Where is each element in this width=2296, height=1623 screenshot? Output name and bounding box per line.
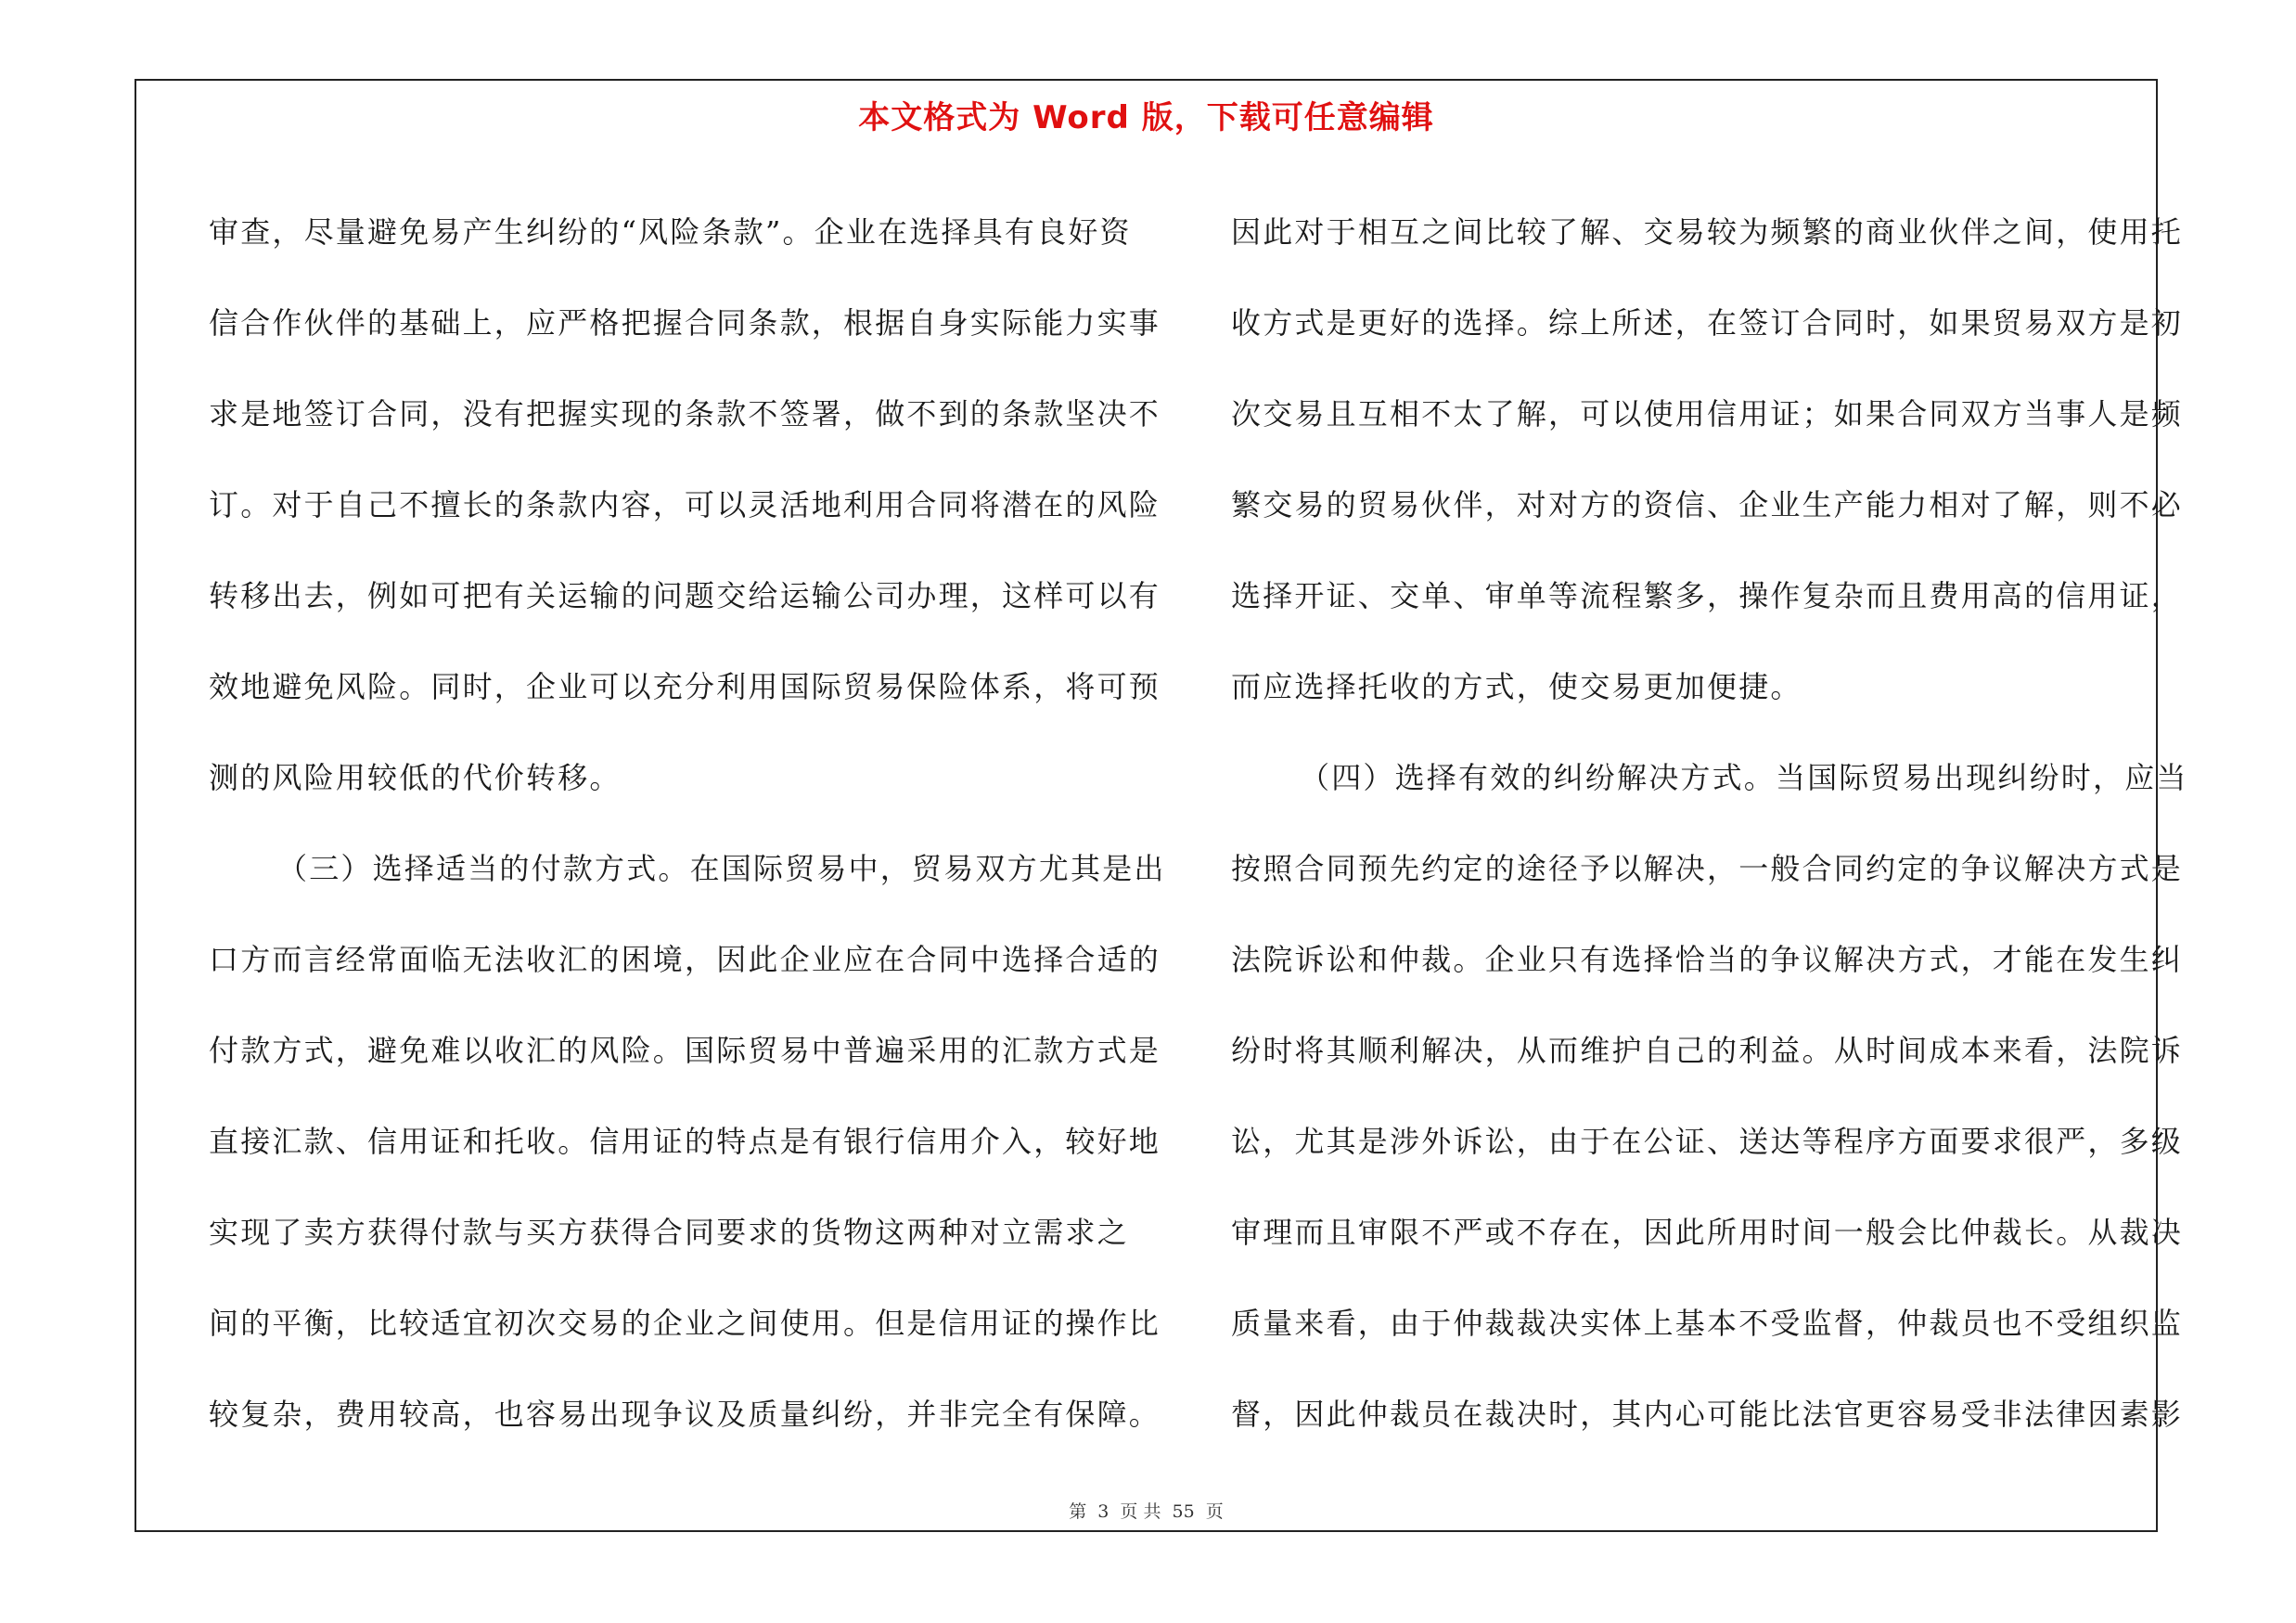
word-format-banner: 本文格式为 Word 版，下载可任意编辑 <box>858 99 1434 136</box>
paragraph-line: 法院诉讼和仲裁。企业只有选择恰当的争议解决方式，才能在发生纠 <box>1231 942 2184 977</box>
total-pages: 55 <box>1172 1501 1195 1522</box>
paragraph-line: 信合作伙伴的基础上，应严格把握合同条款，根据自身实际能力实事 <box>209 305 1161 341</box>
document-page <box>135 79 2188 1532</box>
paragraph-line: 纷时将其顺利解决，从而维护自己的利益。从时间成本来看，法院诉 <box>1231 1033 2184 1068</box>
paragraph-line: 繁交易的贸易伙伴，对对方的资信、企业生产能力相对了解，则不必 <box>1231 487 2184 522</box>
paragraph-line: 口方而言经常面临无法收汇的困境，因此企业应在合同中选择合适的 <box>209 942 1161 977</box>
page-label-suffix: 页 <box>1205 1501 1224 1522</box>
right-text-column <box>1231 187 2188 1460</box>
paragraph-line: 测的风险用较低的代价转移。 <box>209 760 622 795</box>
paragraph-line: 直接汇款、信用证和托收。信用证的特点是有银行信用介入，较好地 <box>209 1124 1161 1159</box>
paragraph-line: 订。对于自己不擅长的条款内容，可以灵活地利用合同将潜在的风险 <box>209 487 1161 522</box>
paragraph-line: 间的平衡，比较适宜初次交易的企业之间使用。但是信用证的操作比 <box>209 1306 1161 1341</box>
paragraph-line: 较复杂，费用较高，也容易出现争议及质量纠纷，并非完全有保障。 <box>209 1397 1161 1432</box>
paragraph-line: 按照合同预先约定的途径予以解决，一般合同约定的争议解决方式是 <box>1231 851 2184 886</box>
paragraph-line: 效地避免风险。同时，企业可以充分利用国际贸易保险体系，将可预 <box>209 669 1161 704</box>
page-label-prefix: 第 <box>1069 1501 1087 1522</box>
paragraph-line: 次交易且互相不太了解，可以使用信用证；如果合同双方当事人是频 <box>1231 396 2184 432</box>
paragraph-line: 而应选择托收的方式，使交易更加便捷。 <box>1231 669 1802 704</box>
paragraph-line: 求是地签订合同，没有把握实现的条款不签署，做不到的条款坚决不 <box>209 396 1161 432</box>
paragraph-line: 付款方式，避免难以收汇的风险。国际贸易中普遍采用的汇款方式是 <box>209 1033 1161 1068</box>
paragraph-line: 转移出去，例如可把有关运输的问题交给运输公司办理，这样可以有 <box>209 578 1161 613</box>
paragraph-line: 审查，尽量避免易产生纠纷的“风险条款”。企业在选择具有良好资 <box>209 214 1132 250</box>
page-number-footer <box>136 1498 2156 1523</box>
section-heading-line: （四）选择有效的纠纷解决方式。当国际贸易出现纠纷时，应当 <box>1300 760 2188 795</box>
left-text-column <box>209 187 1166 1460</box>
paragraph-line: 因此对于相互之间比较了解、交易较为频繁的商业伙伴之间，使用托 <box>1231 214 2184 250</box>
paragraph-line: 质量来看，由于仲裁裁决实体上基本不受监督，仲裁员也不受组织监 <box>1231 1306 2184 1341</box>
page-label-mid: 页 共 <box>1120 1501 1161 1522</box>
paragraph-line: 收方式是更好的选择。综上所述，在签订合同时，如果贸易双方是初 <box>1231 305 2184 341</box>
paragraph-line: 实现了卖方获得付款与买方获得合同要求的货物这两种对立需求之 <box>209 1215 1129 1250</box>
paragraph-line: 讼，尤其是涉外诉讼，由于在公证、送达等程序方面要求很严，多级 <box>1231 1124 2184 1159</box>
section-heading-line: （三）选择适当的付款方式。在国际贸易中，贸易双方尤其是出 <box>277 851 1166 886</box>
paragraph-line: 审理而且审限不严或不存在，因此所用时间一般会比仲裁长。从裁决 <box>1231 1215 2184 1250</box>
page-number: 3 <box>1097 1501 1110 1522</box>
paragraph-line: 选择开证、交单、审单等流程繁多，操作复杂而且费用高的信用证， <box>1231 578 2184 613</box>
paragraph-line: 督，因此仲裁员在裁决时，其内心可能比法官更容易受非法律因素影 <box>1231 1397 2184 1432</box>
